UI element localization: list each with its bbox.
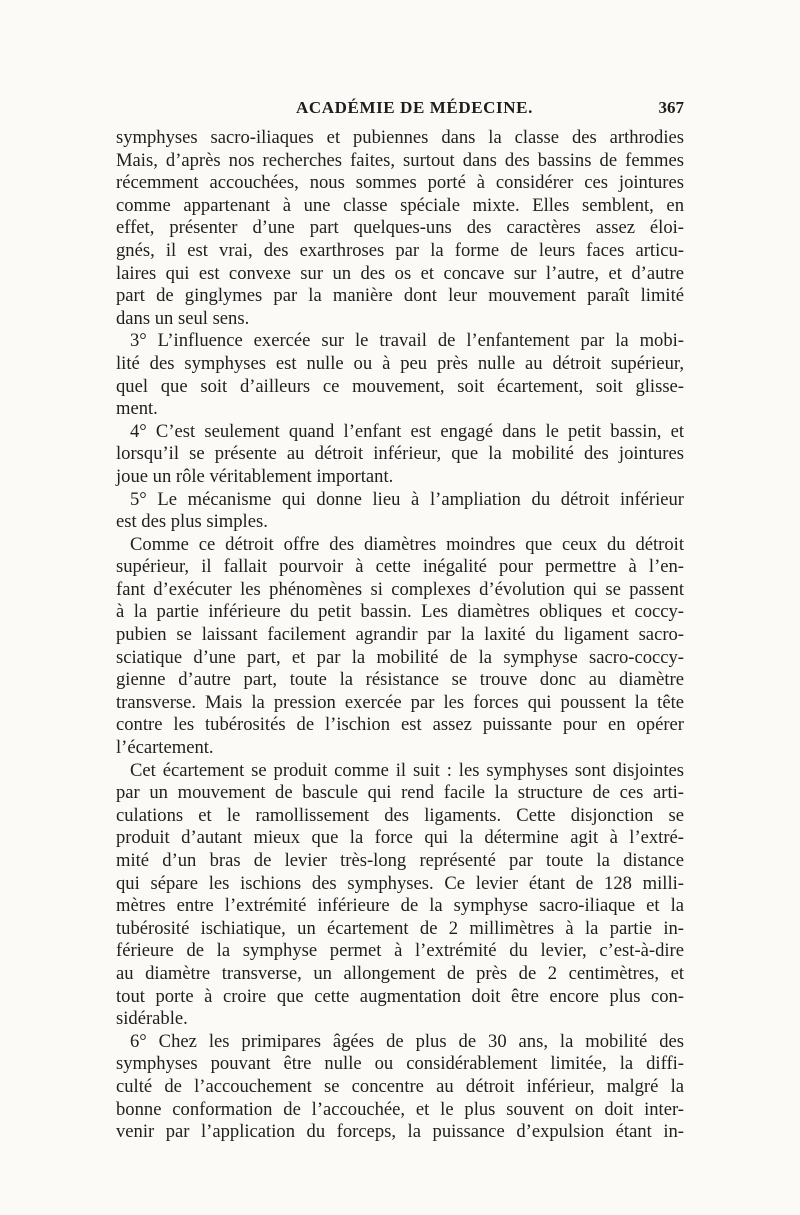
text-line: tout porte à croire que cette augmentation doit être encore plus con- <box>116 985 684 1007</box>
text-line: contre les tubérosités de l’ischion est assez puissante pour en opérer <box>116 714 684 736</box>
text-line: Cet écartement se produit comme il suit : les symphyses sont disjointes <box>130 759 684 781</box>
page-number: 367 <box>658 98 684 117</box>
text-line: qui sépare les ischions des symphyses. Ce levier étant de 128 milli- <box>116 872 684 894</box>
text-line: Mais, d’après nos recherches faites, surtout dans des bassins de femmes <box>116 149 684 171</box>
text-line: culations et le ramollissement des ligaments. Cette disjonction se <box>116 804 684 826</box>
text-line: gnés, il est vrai, des exarthroses par la forme de leurs faces articu- <box>116 239 684 261</box>
text-line: mètres entre l’extrémité inférieure de la symphyse sacro-iliaque et la <box>116 895 684 917</box>
text-line: férieure de la symphyse permet à l’extrémité du levier, c’est-à-dire <box>116 940 684 962</box>
text-line: sidérable. <box>116 1008 188 1030</box>
text-line: par un mouvement de bascule qui rend facile la structure de ces arti- <box>116 782 684 804</box>
text-line: fant d’exécuter les phénomènes si complexes d’évolution qui se passent <box>116 578 684 600</box>
text-line: Comme ce détroit offre des diamètres moindres que ceux du détroit <box>130 533 684 555</box>
text-line: tubérosité ischiatique, un écartement de 2 millimètres à la partie in- <box>116 917 684 939</box>
text-line: produit d’autant mieux que la force qui la détermine agit à l’extré- <box>116 827 684 849</box>
text-line: lorsqu’il se présente au détroit inférieur, que la mobilité des jointures <box>116 443 684 465</box>
text-line: sciatique d’une part, et par la mobilité de la symphyse sacro-coccy- <box>116 646 684 668</box>
text-line: lité des symphyses est nulle ou à peu près nulle au détroit supérieur, <box>116 352 684 374</box>
text-line: 4° C’est seulement quand l’enfant est engagé dans le petit bassin, et <box>130 420 684 442</box>
text-line: mité d’un bras de levier très-long représenté par toute la distance <box>116 850 684 871</box>
text-line: supérieur, il fallait pourvoir à cette inégalité pour permettre à l’en- <box>116 556 684 578</box>
text-line: part de ginglymes par la manière dont leur mouvement paraît limité <box>116 285 684 307</box>
text-line: pubien se laissant facilement agrandir par la laxité du ligament sacro- <box>116 624 684 646</box>
text-line: quel que soit d’ailleurs ce mouvement, soit écartement, soit glisse- <box>116 375 684 397</box>
text-line: laires qui est convexe sur un des os et concave sur l’autre, et d’autre <box>116 262 684 284</box>
text-line: l’écartement. <box>116 737 214 759</box>
text-line: culté de l’accouchement se concentre au détroit inférieur, malgré la <box>116 1075 684 1097</box>
text-line: comme appartenant à une classe spéciale mixte. Elles semblent, en <box>116 194 684 216</box>
text-line: récemment accouchées, nous sommes porté à considérer ces jointures <box>116 172 684 194</box>
page-header <box>116 98 684 126</box>
text-line: gienne d’autre part, toute la résistance se trouve donc au diamètre <box>116 669 684 691</box>
body-text <box>116 127 684 1144</box>
text-line: est des plus simples. <box>116 511 268 533</box>
text-line: à la partie inférieure du petit bassin. Les diamètres obliques et coccy- <box>116 601 684 623</box>
text-line: effet, présenter d’une part quelques-uns des caractères assez éloi- <box>116 217 684 239</box>
text-line: dans un seul sens. <box>116 307 250 329</box>
text-line: 6° Chez les primipares âgées de plus de 30 ans, la mobilité des <box>130 1030 684 1052</box>
text-line: bonne conformation de l’accouchée, et le plus souvent on doit inter- <box>116 1098 684 1120</box>
text-line: ment. <box>116 398 158 420</box>
text-line: symphyses pouvant être nulle ou considérablement limitée, la diffi- <box>116 1053 684 1075</box>
running-title: ACADÉMIE DE MÉDECINE. <box>296 98 533 117</box>
text-line: au diamètre transverse, un allongement de près de 2 centimètres, et <box>116 962 684 984</box>
text-line: 5° Le mécanisme qui donne lieu à l’ampliation du détroit inférieur <box>130 488 684 510</box>
text-line: joue un rôle véritablement important. <box>116 465 394 487</box>
text-line: symphyses sacro-iliaques et pubiennes dans la classe des arthrodies <box>116 127 684 148</box>
text-line: transverse. Mais la pression exercée par les forces qui poussent la tête <box>116 691 684 713</box>
text-line: 3° L’influence exercée sur le travail de l’enfantement par la mobi- <box>130 330 684 352</box>
text-line: venir par l’application du forceps, la puissance d’expulsion étant in- <box>116 1121 684 1143</box>
